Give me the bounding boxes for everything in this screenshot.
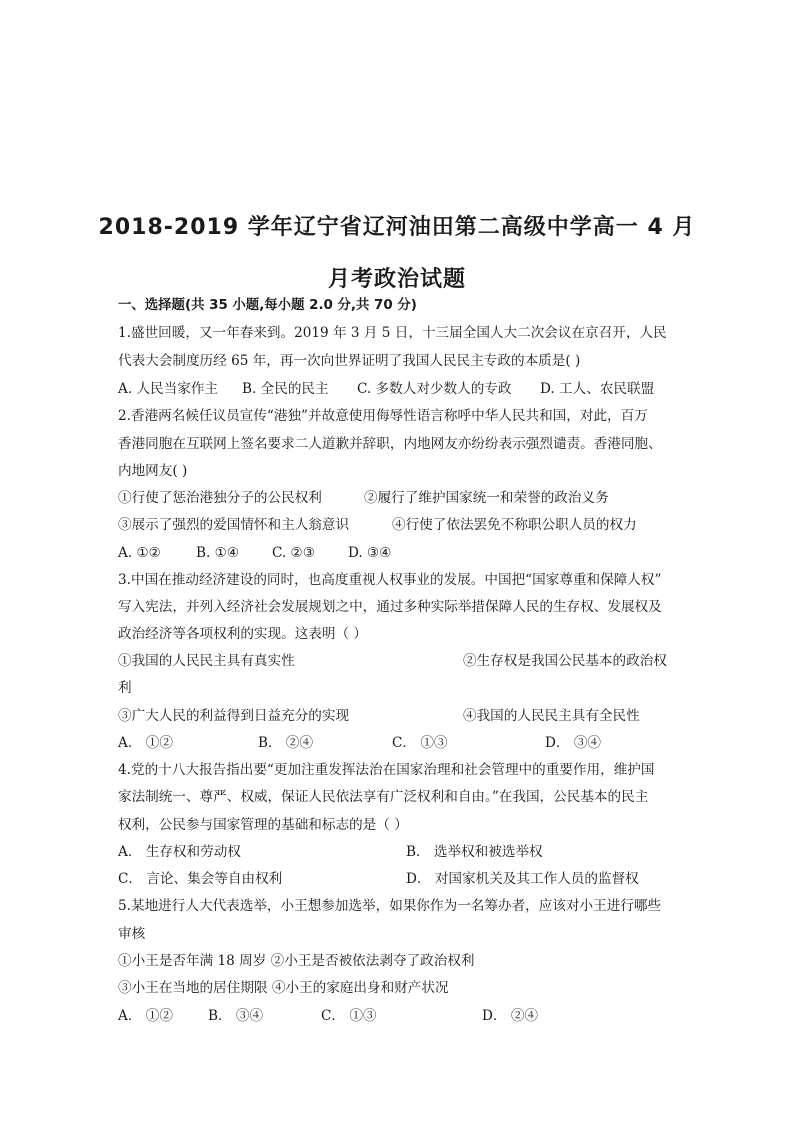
q5-option-d: D． ②④ [482,1008,539,1024]
q3-stem-line: 写入宪法，并列入经济社会发展规划之中，通过多种实际举措保障人民的生存权、发展权及 [118,599,662,615]
q4-option-d: D． 对国家机关及其工作人员的监督权 [406,871,639,887]
q2-option-d: D. ③④ [348,545,392,561]
q3-statement-1: ①我国的人民民主具有真实性 [118,653,295,669]
q3-statement-2: ②生存权是我国公民基本的政治权 [463,653,667,669]
q3-option-a: A． ①② [118,735,173,751]
q2-statement-4: ④行使了依法罢免不称职公职人员的权力 [392,517,637,533]
q1-option-c: C. 多数人对少数人的专政 [357,381,512,397]
q4-option-b: B． 选举权和被选举权 [406,844,543,860]
q2-stem-line: 香港同胞在互联网上签名要求二人道歉并辞职，内地网友亦纷纷表示强烈谴责。香港同胞、 [118,436,662,452]
q1-stem-line: 代表大会制度历经 65 年，再一次向世界证明了我国人民民主专政的本质是( ) [118,353,581,369]
q5-option-b: B． ③④ [208,1008,264,1024]
q4-option-a: A． 生存权和劳动权 [118,844,241,860]
q4-stem-line: 家法制统一、尊严、权威，保证人民依法享有广泛权利和自由。”在我国，公民基本的民主 [118,789,649,805]
q2-option-b: B. ①④ [196,545,240,561]
q5-stem-line: 5.某地进行人大代表选举，小王想参加选举，如果你作为一名筹办者，应该对小王进行哪些 [118,898,662,914]
q3-statement-2-wrap: 利 [118,680,132,696]
q1-option-b: B. 全民的民主 [242,381,329,397]
q2-stem-line: 内地网友( ) [118,463,188,479]
q5-stem-line: 审核 [118,926,146,942]
q3-option-b: B． ②④ [258,735,314,751]
exam-title-line2: 月考政治试题 [327,267,466,292]
q2-statement-1: ①行使了惩治港独分子的公民权利 [118,490,322,506]
exam-title-line1: 2018-2019 学年辽宁省辽河油田第二高级中学高一 4 月 [98,215,696,240]
q1-stem-line: 1.盛世回暖，又一年春来到。2019 年 3 月 5 日，十三届全国人大二次会议在京召开，人民 [118,325,667,341]
q2-statement-3: ③展示了强烈的爱国情怀和主人翁意识 [118,517,350,533]
q3-statement-3: ③广大人民的利益得到日益充分的实现 [118,708,350,724]
q3-stem-line: 3.中国在推动经济建设的同时，也高度重视人权事业的发展。中国把“国家尊重和保障人权” [118,572,662,588]
q5-option-a: A． ①② [118,1008,173,1024]
q1-option-d: D. 工人、农民联盟 [540,381,655,397]
q3-option-c: C． ①③ [392,735,448,751]
q5-statements-line1: ①小王是否年满 18 周岁 ②小王是否被依法剥夺了政治权利 [118,953,475,969]
q4-option-c: C． 言论、集会等自由权利 [118,871,283,887]
q3-stem-line: 政治经济等各项权利的实现。这表明（ ） [118,626,368,642]
section-heading: 一、选择题(共 35 小题,每小题 2.0 分,共 70 分) [118,298,417,313]
q4-stem-line: 4.党的十八大报告指出要“更加注重发挥法治在国家治理和社会管理中的重要作用，维护国 [118,762,655,778]
q2-option-c: C. ②③ [272,545,315,561]
q2-option-a: A. ①② [118,545,161,561]
q2-stem-line: 2.香港两名候任议员宣传“港独”并故意使用侮辱性语言称呼中华人民共和国，对此，百万 [118,408,648,424]
q3-statement-4: ④我国的人民民主具有全民性 [463,708,640,724]
q2-statement-2: ②履行了维护国家统一和荣誉的政治义务 [364,490,609,506]
q4-stem-line: 权利，公民参与国家管理的基础和标志的是（ ） [118,817,408,833]
q3-option-d: D． ③④ [545,735,602,751]
q5-option-c: C． ①③ [321,1008,377,1024]
q1-option-a: A. 人民当家作主 [118,381,219,397]
q5-statements-line2: ③小王在当地的居住期限 ④小王的家庭出身和财产状况 [118,980,449,996]
